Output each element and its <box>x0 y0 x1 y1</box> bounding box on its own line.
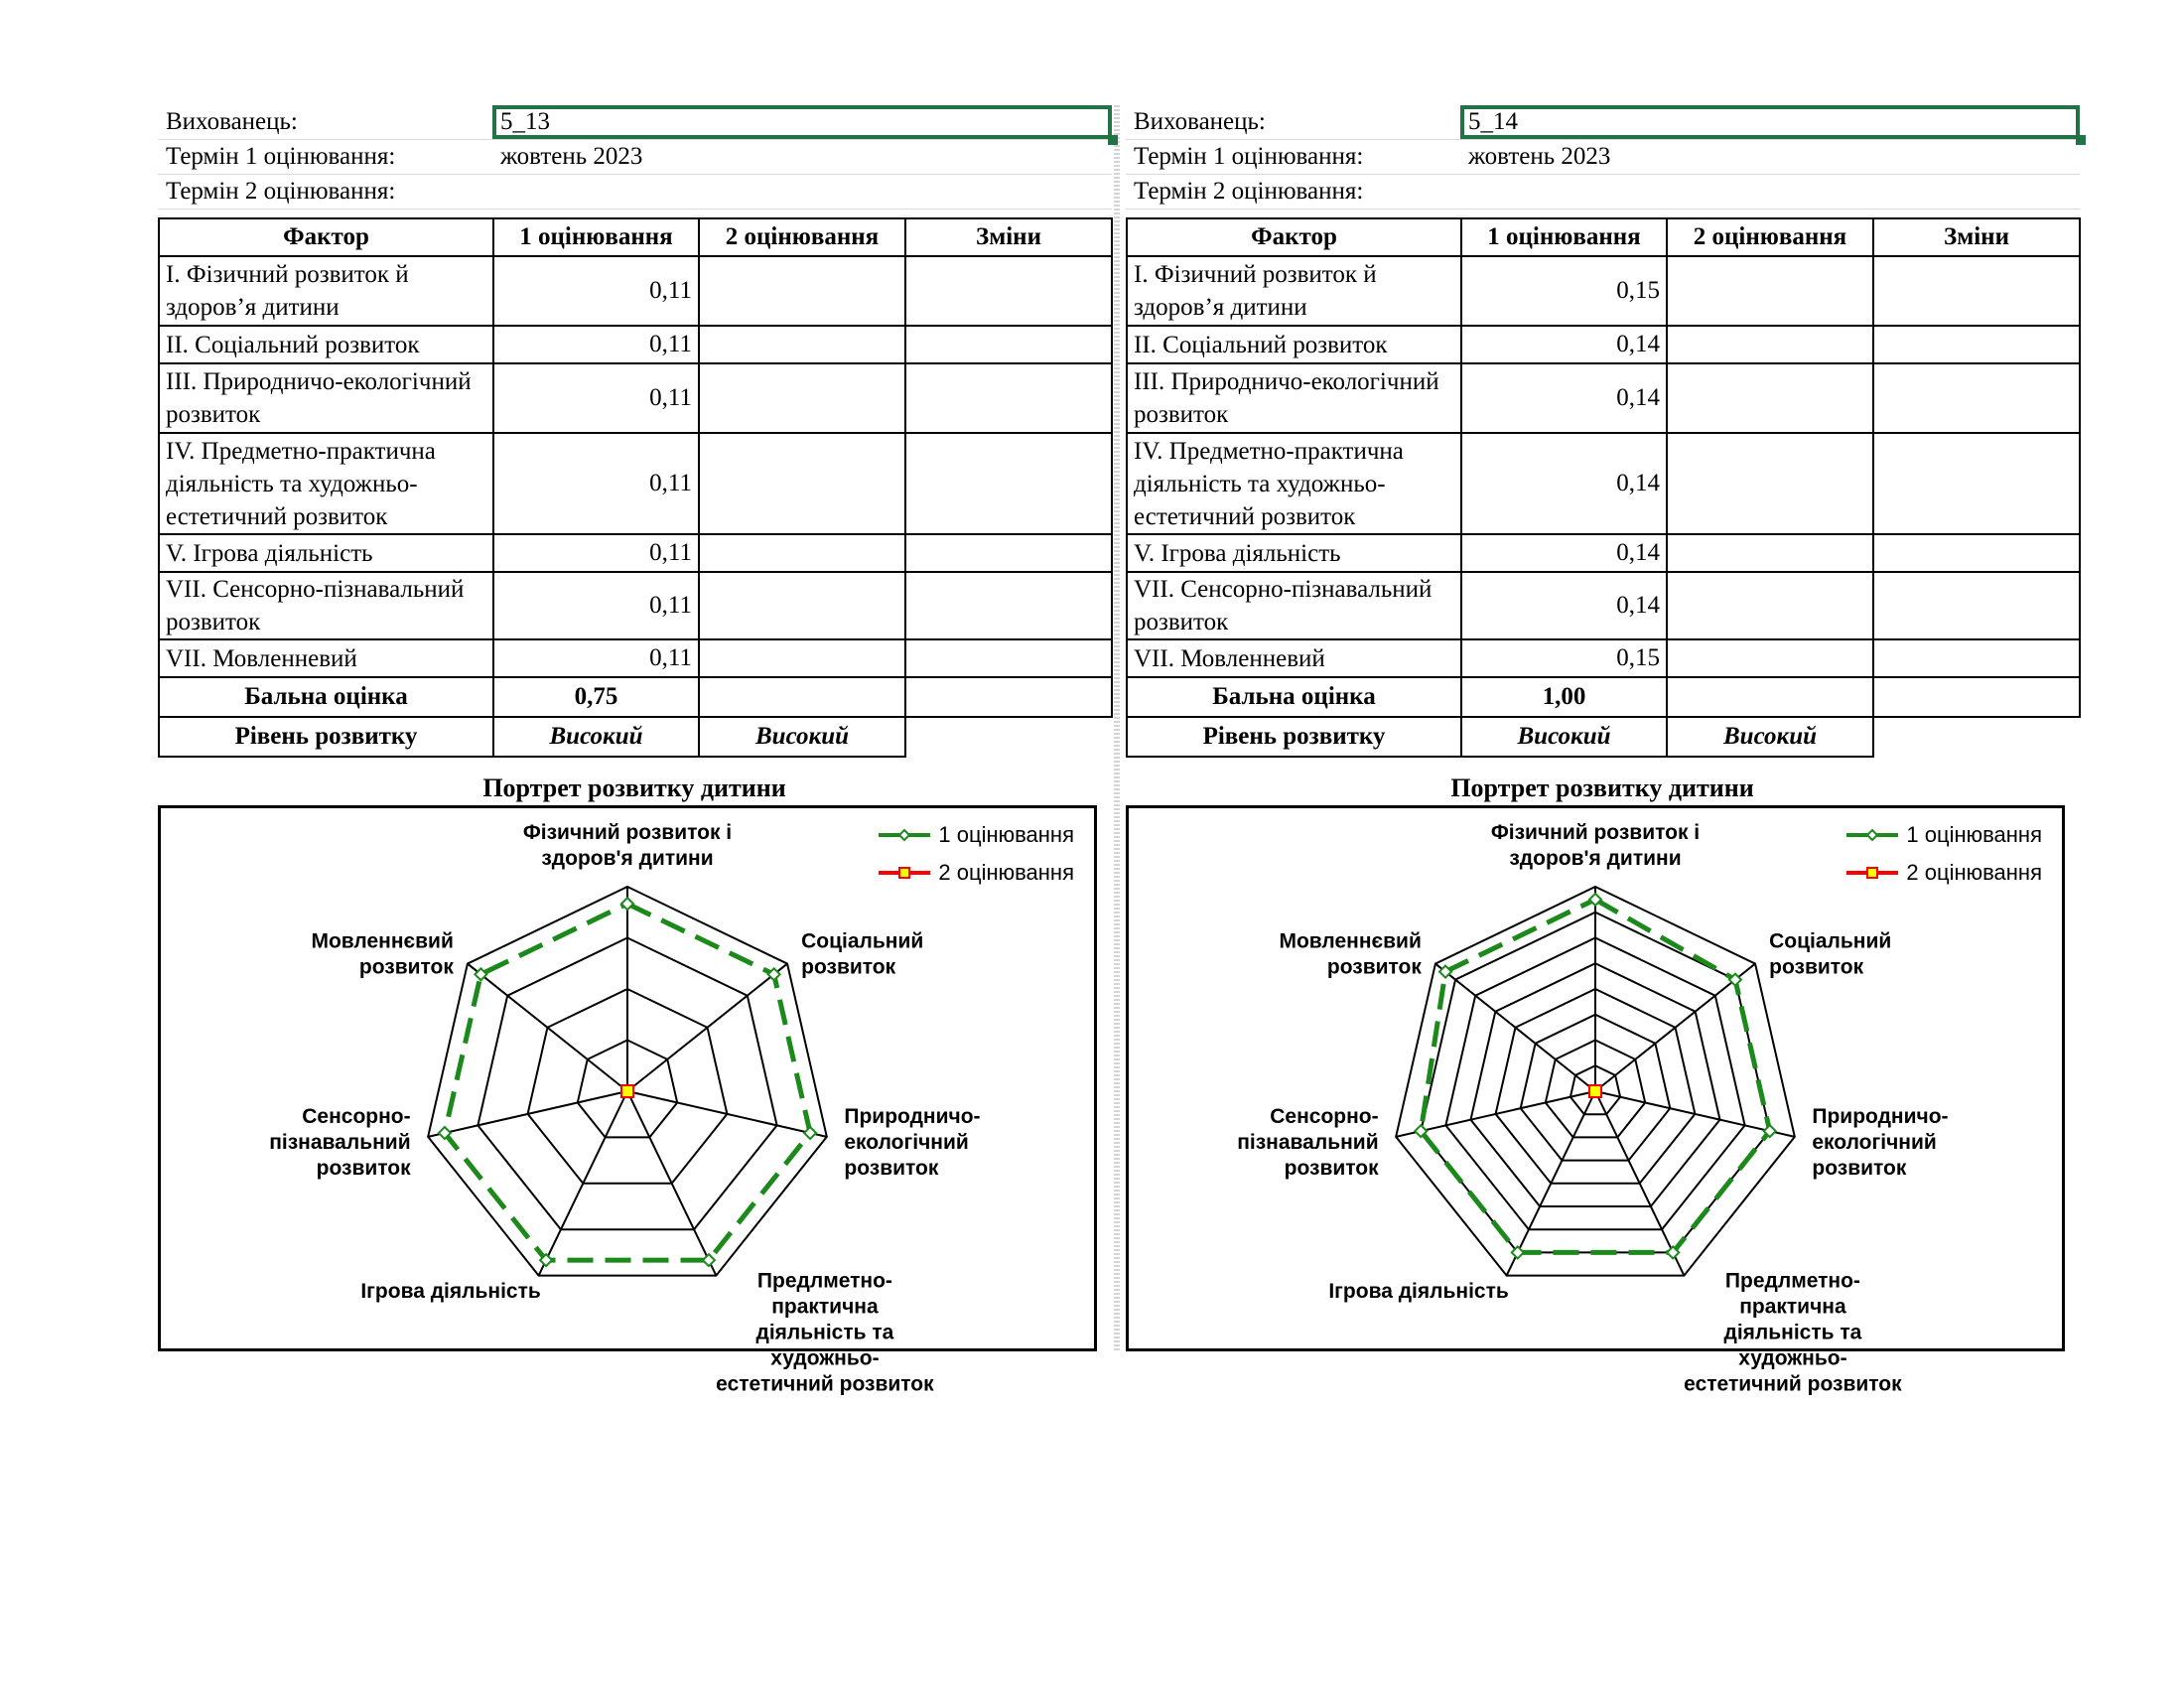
radar-spoke <box>627 1091 827 1137</box>
legend-item-series2 <box>877 854 1074 892</box>
eval2-cell[interactable] <box>1667 572 1873 639</box>
radar-category-label-line: Предлметно- <box>1724 1269 1860 1293</box>
col-changes-header[interactable]: Зміни <box>1873 218 2080 256</box>
radar-spoke <box>627 964 787 1091</box>
score-label[interactable]: Бальна оцінка <box>159 677 493 717</box>
radar-category-label-line: Природничо- <box>1812 1104 1949 1128</box>
radar-grid <box>428 887 827 1276</box>
radar-category-label-line: Сенсорно- <box>302 1104 411 1128</box>
col-factor-header[interactable]: Фактор <box>1127 218 1461 256</box>
chart-legend <box>877 816 1074 892</box>
eval1-value[interactable]: 0,15 <box>1461 639 1667 677</box>
score-value[interactable]: 1,00 <box>1461 677 1667 717</box>
radar-category-label-line: діяльність та <box>1723 1321 1862 1344</box>
legend-item-series2 <box>1844 854 2042 892</box>
assessment-panel-2 <box>1126 105 2080 1396</box>
factor-name[interactable]: І. Фізичний розвиток й здоров’я дитини <box>159 256 493 326</box>
factor-name[interactable]: VІІ. Мовленневий <box>1127 639 1461 677</box>
changes-cell[interactable] <box>1873 256 2080 326</box>
radar-spoke <box>1435 964 1595 1091</box>
radar-point <box>1589 1085 1601 1097</box>
changes-cell[interactable] <box>1873 534 2080 572</box>
term1-row <box>1126 140 2080 175</box>
radar-category-label-line: розвиток <box>801 955 896 979</box>
changes-cell[interactable] <box>1873 572 2080 639</box>
table-row <box>1127 433 2080 534</box>
eval2-cell[interactable] <box>1667 534 1873 572</box>
table-row <box>159 326 1112 363</box>
radar-category-label-line: естетичний розвиток <box>1684 1372 1902 1396</box>
radar-category-label <box>1491 821 1700 870</box>
eval2-cell[interactable] <box>1667 639 1873 677</box>
eval1-value[interactable]: 0,11 <box>493 256 699 326</box>
changes-cell[interactable] <box>1873 639 2080 677</box>
radar-category-label-line: розвиток <box>1284 1156 1379 1180</box>
radar-category-label-line: Фізичний розвиток і <box>1490 821 1701 844</box>
level-changes-cell[interactable] <box>1873 717 2080 757</box>
chart-title: Портрет розвитку дитини <box>482 774 786 802</box>
score-eval2-cell[interactable] <box>1667 677 1873 717</box>
legend-line-green-icon <box>877 828 932 842</box>
eval2-cell[interactable] <box>699 433 905 534</box>
radar-point <box>703 1254 715 1266</box>
radar-category-label <box>801 929 923 978</box>
eval1-value[interactable]: 0,15 <box>1461 256 1667 326</box>
level-label[interactable]: Рівень розвитку <box>159 717 493 757</box>
level-eval1[interactable]: Високий <box>493 717 699 757</box>
radar-category-label-line: художньо- <box>1738 1346 1847 1370</box>
term1-label: Термін 1 оцінювання: <box>166 143 396 170</box>
level-label[interactable]: Рівень розвитку <box>1127 717 1461 757</box>
col-eval1-header[interactable]: 1 оцінювання <box>493 218 699 256</box>
factor-name[interactable]: VІІ. Сенсорно-пізнавальний розвиток <box>159 572 493 639</box>
eval2-cell[interactable] <box>699 572 905 639</box>
radar-series-2 <box>1589 1085 1601 1097</box>
table-row <box>1127 639 2080 677</box>
radar-category-label <box>1769 929 1891 978</box>
eval1-value[interactable]: 0,14 <box>1461 433 1667 534</box>
pupil-label: Вихованець: <box>1134 108 1266 135</box>
changes-cell[interactable] <box>905 256 1112 326</box>
radar-category-label <box>1328 1280 1509 1303</box>
table-row <box>159 639 1112 677</box>
score-value[interactable]: 0,75 <box>493 677 699 717</box>
changes-cell[interactable] <box>905 534 1112 572</box>
table-row <box>159 256 1112 326</box>
eval2-cell[interactable] <box>1667 433 1873 534</box>
radar-category-label-line: розвиток <box>1769 955 1864 979</box>
radar-category-label-line: Фізичний розвиток і <box>522 821 733 844</box>
radar-spoke <box>468 964 627 1091</box>
score-changes-cell[interactable] <box>1873 677 2080 717</box>
score-eval2-cell[interactable] <box>699 677 905 717</box>
radar-category-label <box>1279 929 1422 978</box>
table-row <box>1127 256 2080 326</box>
term1-cell[interactable]: жовтень 2023 <box>1468 143 1611 170</box>
changes-cell[interactable] <box>905 326 1112 363</box>
pupil-cell[interactable]: 5_14 <box>1460 105 2080 139</box>
radar-grid <box>1396 887 1795 1276</box>
eval2-cell[interactable] <box>699 326 905 363</box>
radar-category-label <box>269 1105 411 1180</box>
changes-cell[interactable] <box>905 572 1112 639</box>
eval1-value[interactable]: 0,11 <box>493 363 699 433</box>
legend-label-series1: 1 оцінювання <box>1906 822 2042 847</box>
legend-line-red-icon <box>877 866 932 880</box>
radar-chart[interactable] <box>158 805 1097 1396</box>
eval1-value[interactable]: 0,11 <box>493 326 699 363</box>
radar-category-label-line: пізнавальний <box>269 1130 411 1154</box>
eval2-cell[interactable] <box>1667 326 1873 363</box>
table-row <box>1127 326 2080 363</box>
radar-point <box>621 1085 633 1097</box>
eval1-value[interactable]: 0,14 <box>1461 572 1667 639</box>
pupil-row <box>158 105 1112 140</box>
legend-line-green-icon <box>1844 828 1900 842</box>
radar-category-label-line: розвиток <box>316 1156 411 1180</box>
pupil-cell[interactable]: 5_13 <box>492 105 1112 139</box>
radar-point <box>804 1127 816 1139</box>
radar-category-label-line: Сенсорно- <box>1270 1104 1379 1128</box>
eval1-value[interactable]: 0,11 <box>493 534 699 572</box>
legend-label-series1: 1 оцінювання <box>938 822 1074 847</box>
table-row <box>1127 534 2080 572</box>
level-eval2[interactable]: Високий <box>1667 717 1873 757</box>
radar-category-label-line: Мовленнєвий <box>1279 929 1422 953</box>
radar-series-2 <box>621 1085 633 1097</box>
term2-label: Термін 2 оцінювання: <box>1134 178 1364 205</box>
radar-category-label-line: діяльність та <box>755 1321 894 1344</box>
radar-category-label-line: екологічний <box>1812 1130 1937 1154</box>
factors-table <box>158 217 1113 758</box>
eval1-value[interactable]: 0,11 <box>493 433 699 534</box>
factor-name[interactable]: ІІ. Соціальний розвиток <box>1127 326 1461 363</box>
radar-category-label-line: екологічний <box>844 1130 969 1154</box>
assessment-panel-1 <box>158 105 1112 1396</box>
radar-category-label-line: Соціальний <box>801 929 924 953</box>
table-row <box>1127 572 2080 639</box>
score-label[interactable]: Бальна оцінка <box>1127 677 1461 717</box>
radar-category-label-line: пізнавальний <box>1237 1130 1379 1154</box>
term2-row <box>1126 175 2080 210</box>
eval1-value[interactable]: 0,14 <box>1461 326 1667 363</box>
radar-category-label <box>311 929 454 978</box>
radar-chart[interactable] <box>1126 805 2065 1396</box>
radar-category-label-line: Ігрова діяльність <box>360 1279 541 1303</box>
term2-cell[interactable] <box>1460 175 2080 209</box>
legend-item-series1 <box>1844 816 2042 854</box>
radar-category-label <box>523 821 732 870</box>
radar-category-label-line: Соціальний <box>1769 929 1892 953</box>
eval1-value[interactable]: 0,14 <box>1461 363 1667 433</box>
eval2-cell[interactable] <box>699 363 905 433</box>
factor-name[interactable]: ІІІ. Природничо-екологічний розвиток <box>159 363 493 433</box>
radar-category-label <box>1237 1105 1379 1180</box>
radar-category-label-line: здоров'я дитини <box>541 847 714 870</box>
factor-name[interactable]: ІV. Предметно-практична діяльність та художньо-естетичний розвиток <box>159 433 493 534</box>
pupil-row <box>1126 105 2080 140</box>
col-eval1-header[interactable]: 1 оцінювання <box>1461 218 1667 256</box>
radar-category-label <box>1684 1269 1902 1395</box>
term1-cell[interactable]: жовтень 2023 <box>500 143 643 170</box>
col-eval2-header[interactable]: 2 оцінювання <box>1667 218 1873 256</box>
eval2-cell[interactable] <box>699 639 905 677</box>
radar-category-label-line: Ігрова діяльність <box>1328 1279 1509 1303</box>
level-row <box>159 717 1112 757</box>
factor-name[interactable]: VІІ. Сенсорно-пізнавальний розвиток <box>1127 572 1461 639</box>
term1-label: Термін 1 оцінювання: <box>1134 143 1364 170</box>
radar-spoke <box>428 1091 627 1137</box>
radar-category-label <box>716 1269 934 1395</box>
factor-name[interactable]: ІІ. Соціальний розвиток <box>159 326 493 363</box>
pupil-label: Вихованець: <box>166 108 298 135</box>
table-header-row <box>159 218 1112 256</box>
radar-category-label-line: Мовленнєвий <box>311 929 454 953</box>
score-changes-cell[interactable] <box>905 677 1112 717</box>
col-factor-header[interactable]: Фактор <box>159 218 493 256</box>
radar-category-label-line: розвиток <box>1812 1156 1907 1180</box>
term2-cell[interactable] <box>492 175 1112 209</box>
eval2-cell[interactable] <box>1667 256 1873 326</box>
legend-line-red-icon <box>1844 866 1900 880</box>
level-row <box>1127 717 2080 757</box>
table-header-row <box>1127 218 2080 256</box>
radar-category-label <box>1812 1105 1948 1180</box>
eval1-value[interactable]: 0,11 <box>493 572 699 639</box>
factors-table <box>1126 217 2081 758</box>
term1-row <box>158 140 1112 175</box>
chart-legend <box>1844 816 2042 892</box>
radar-category-label-line: практична <box>1739 1295 1846 1319</box>
eval1-value[interactable]: 0,11 <box>493 639 699 677</box>
term2-row <box>158 175 1112 210</box>
changes-cell[interactable] <box>1873 433 2080 534</box>
eval2-cell[interactable] <box>1667 363 1873 433</box>
radar-category-label-line: естетичний розвиток <box>716 1372 934 1396</box>
table-row <box>1127 363 2080 433</box>
col-eval2-header[interactable]: 2 оцінювання <box>699 218 905 256</box>
radar-category-label <box>844 1105 980 1180</box>
eval1-value[interactable]: 0,14 <box>1461 534 1667 572</box>
factor-name[interactable]: ІV. Предметно-практична діяльність та художньо-естетичний розвиток <box>1127 433 1461 534</box>
chart-title: Портрет розвитку дитини <box>1450 774 1754 802</box>
term2-label: Термін 2 оцінювання: <box>166 178 396 205</box>
table-row <box>159 572 1112 639</box>
eval2-cell[interactable] <box>699 534 905 572</box>
col-changes-header[interactable]: Зміни <box>905 218 1112 256</box>
factor-name[interactable]: І. Фізичний розвиток й здоров’я дитини <box>1127 256 1461 326</box>
level-changes-cell[interactable] <box>905 717 1112 757</box>
radar-category-label-line: розвиток <box>844 1156 939 1180</box>
factor-name[interactable]: V. Ігрова діяльність <box>1127 534 1461 572</box>
legend-item-series1 <box>877 816 1074 854</box>
changes-cell[interactable] <box>905 363 1112 433</box>
table-row <box>159 534 1112 572</box>
changes-cell[interactable] <box>905 639 1112 677</box>
sheet-column-separator <box>1114 105 1120 1352</box>
legend-label-series2: 2 оцінювання <box>938 860 1074 885</box>
radar-category-label <box>360 1280 541 1303</box>
changes-cell[interactable] <box>1873 363 2080 433</box>
radar-category-label-line: розвиток <box>1326 955 1422 979</box>
radar-category-label-line: художньо- <box>770 1346 880 1370</box>
level-eval1[interactable]: Високий <box>1461 717 1667 757</box>
radar-category-label-line: розвиток <box>358 955 454 979</box>
factor-name[interactable]: ІІІ. Природничо-екологічний розвиток <box>1127 363 1461 433</box>
factor-name[interactable]: VІІ. Мовленневий <box>159 639 493 677</box>
eval2-cell[interactable] <box>699 256 905 326</box>
radar-category-label-line: здоров'я дитини <box>1509 847 1682 870</box>
table-row <box>159 363 1112 433</box>
table-row <box>159 433 1112 534</box>
level-eval2[interactable]: Високий <box>699 717 905 757</box>
radar-category-label-line: Природничо- <box>844 1104 981 1128</box>
legend-label-series2: 2 оцінювання <box>1906 860 2042 885</box>
radar-category-label-line: Предлметно- <box>756 1269 892 1293</box>
factor-name[interactable]: V. Ігрова діяльність <box>159 534 493 572</box>
radar-category-label-line: практична <box>771 1295 879 1319</box>
score-row <box>1127 677 2080 717</box>
score-row <box>159 677 1112 717</box>
changes-cell[interactable] <box>1873 326 2080 363</box>
changes-cell[interactable] <box>905 433 1112 534</box>
